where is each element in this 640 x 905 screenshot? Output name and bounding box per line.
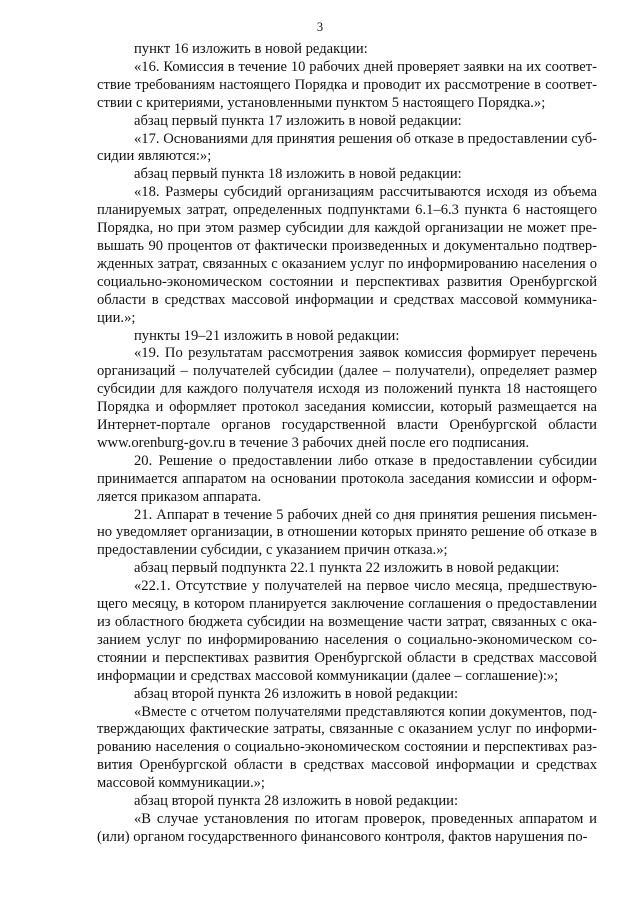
paragraph: абзац первый подпункта 22.1 пункта 22 изложить в новой редакции: [134, 560, 560, 577]
paragraph: «17. Основаниями для принятия решения об отказе в предоставлении субсидии являются:»; [97, 130, 597, 165]
document-body [97, 41, 597, 847]
paragraph: пункты 19–21 изложить в новой редакции: [134, 327, 400, 344]
paragraph: «19. По результатам рассмотрения заявок комиссия формирует перечень организаций – получателей субсидии (далее – получатели), определяет размер субсидии для каждого получателя исходя из положений пункта 18 настоящего Порядка и оформляет протокол заседания комиссии, который размещается на Интернет-портале органов государственной власти Оренбургской области www.orenburg-gov.ru в течение 3 рабочих дней после его подписания. [97, 345, 597, 451]
paragraph: 21. Аппарат в течение 5 рабочих дней со дня принятия решения письменно уведомляет организации, в отношении которых принято решение об отказе в предоставлении субсидии, с указанием причин отказа.»; [97, 506, 597, 559]
paragraph: «22.1. Отсутствие у получателей на первое число месяца, предшествующего месяцу, в котором планируется заключение соглашения о предоставлении из областного бюджета субсидии на возмещение части затрат, связанных с оказанием услуг по информированию населения о социально-экономическом состоянии и перспективах развития Оренбургской области в средствах массовой информации и средствах массовой коммуникации (далее – соглашение):»; [97, 578, 597, 684]
paragraph: абзац первый пункта 17 изложить в новой редакции: [134, 112, 462, 129]
paragraph: «18. Размеры субсидий организациям рассчитываются исходя из объема планируемых затрат, определенных подпунктами 6.1–6.3 пункта 6 настоящего Порядка, но при этом размер субсидии для каждой организации не может превышать 90 процентов от фактически произведенных и документально подтвержденных затрат, связанных с оказанием услуг по информированию населения о социально-экономическом состоянии и перспективах развития Оренбургской области в средствах массовой информации и средствах массовой коммуникации.»; [97, 184, 597, 326]
paragraph: абзац второй пункта 28 изложить в новой редакции: [134, 793, 459, 810]
paragraph: «В случае установления по итогам проверок, проведенных аппаратом и (или) органом государственного финансового контроля, фактов нарушения по- [97, 810, 597, 845]
paragraph: 20. Решение о предоставлении либо отказе в предоставлении субсидии принимается аппаратом на основании протокола заседания комиссии и оформляется приказом аппарата. [97, 452, 597, 505]
page-number: 3 [316, 20, 324, 34]
paragraph: абзац первый пункта 18 изложить в новой редакции: [134, 166, 462, 183]
paragraph: пункт 16 изложить в новой редакции: [134, 41, 368, 57]
paragraph: «Вместе с отчетом получателями представляются копии документов, подтверждающих фактические затраты, связанные с оказанием услуг по информированию населения о социально-экономическом состоянии и перспективах развития Оренбургской области в средствах массовой информации и средствах массовой коммуникации.»; [97, 703, 597, 792]
paragraph: «16. Комиссия в течение 10 рабочих дней проверяет заявки на их соответствие требованиям настоящего Порядка и проводит их рассмотрение в соответствии с критериями, установленными пунктом 5 настоящего Порядка.»; [97, 58, 597, 111]
paragraph: абзац второй пункта 26 изложить в новой редакции: [134, 685, 459, 702]
